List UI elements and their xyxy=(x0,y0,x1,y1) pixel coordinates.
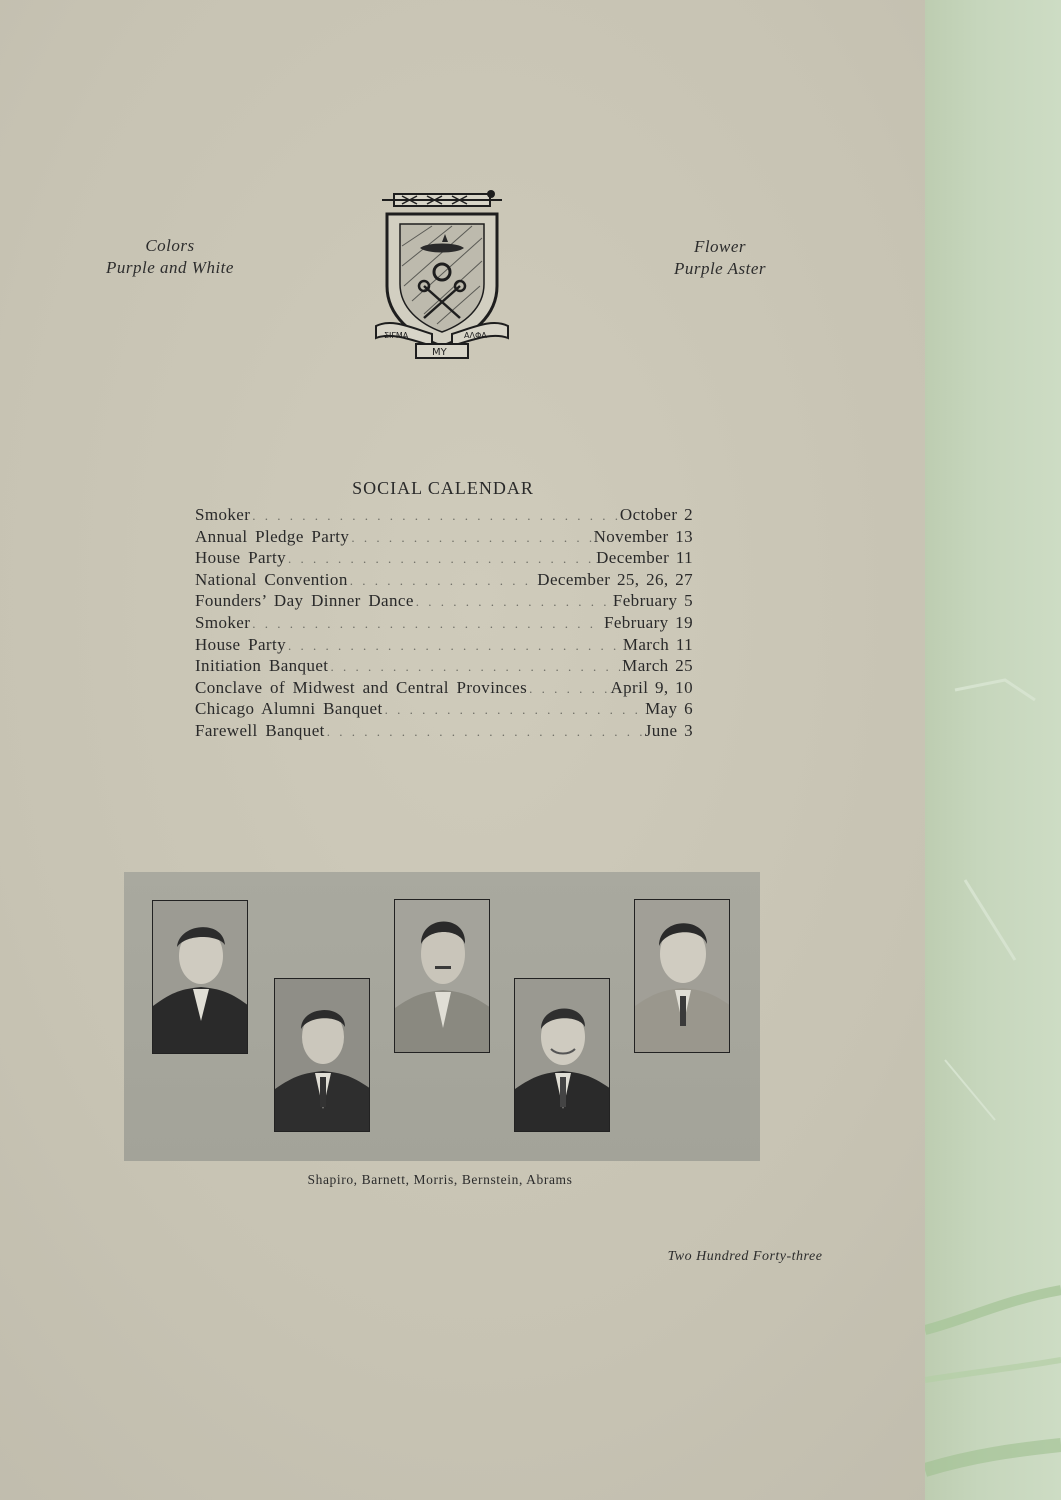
flower-value: Purple Aster xyxy=(673,259,767,278)
flower-block xyxy=(660,236,780,280)
calendar-date: March 25 xyxy=(622,656,693,676)
calendar-event: Annual Pledge Party xyxy=(195,526,350,546)
calendar-date: February 5 xyxy=(612,591,693,611)
dot-leader xyxy=(288,551,594,567)
calendar-date: October 2 xyxy=(619,505,693,524)
dot-leader xyxy=(327,724,643,740)
dot-leader xyxy=(330,659,620,675)
calendar-row xyxy=(195,527,693,549)
flower-heading: Flower xyxy=(693,237,747,256)
dot-leader xyxy=(288,638,621,654)
calendar-row xyxy=(195,591,693,613)
colors-value: Purple and White xyxy=(106,258,234,277)
calendar-row xyxy=(195,721,693,743)
calendar-event: House Party xyxy=(195,634,286,654)
crest-banner-right: ΑΛΦΑ xyxy=(464,331,487,340)
calendar-title: SOCIAL CALENDAR xyxy=(352,478,534,498)
adjacent-page-edge xyxy=(925,0,1061,1500)
calendar-event: Chicago Alumni Banquet xyxy=(195,699,383,719)
calendar-event: Farewell Banquet xyxy=(195,720,325,740)
photo-caption: Shapiro, Barnett, Morris, Bernstein, Abrams xyxy=(307,1172,573,1187)
calendar-date: April 9, 10 xyxy=(610,677,693,697)
portrait-icon xyxy=(634,899,730,1053)
calendar-row xyxy=(195,505,693,527)
calendar-date: December 11 xyxy=(596,548,693,568)
colors-heading: Colors xyxy=(145,236,195,255)
portrait-icon xyxy=(394,899,490,1053)
calendar-date: December 25, 26, 27 xyxy=(537,569,693,589)
calendar-date: February 19 xyxy=(603,612,693,632)
fraternity-crest-icon xyxy=(372,186,512,366)
dot-leader xyxy=(529,681,608,697)
calendar-event: House Party xyxy=(195,548,286,568)
dot-leader xyxy=(416,594,611,610)
dot-leader xyxy=(252,508,618,524)
page-number: Two Hundred Forty-three xyxy=(667,1249,823,1264)
dot-leader xyxy=(252,616,602,632)
calendar-row xyxy=(195,656,693,678)
crest-banner-bottom: ΜΥ xyxy=(432,347,447,358)
calendar-event: Initiation Banquet xyxy=(195,656,329,676)
calendar-row xyxy=(195,613,693,635)
calendar-row xyxy=(195,699,693,721)
portrait-icon xyxy=(514,978,610,1132)
dot-leader xyxy=(351,530,591,546)
calendar-date: November 13 xyxy=(593,526,693,546)
portrait-icon xyxy=(274,978,370,1132)
calendar-date: May 6 xyxy=(645,699,693,719)
dot-leader xyxy=(350,573,536,589)
colors-block xyxy=(90,235,250,279)
calendar-date: March 11 xyxy=(622,634,693,654)
calendar-event: Conclave of Midwest and Central Provinces xyxy=(195,677,528,697)
calendar-event: National Convention xyxy=(195,569,348,589)
calendar-event: Founders’ Day Dinner Dance xyxy=(195,591,414,611)
social-calendar-list xyxy=(195,505,693,743)
calendar-row xyxy=(195,570,693,592)
calendar-row xyxy=(195,635,693,657)
crest-banner-left: ΣΙΓΜΑ xyxy=(384,331,409,340)
calendar-row xyxy=(195,548,693,570)
portrait-icon xyxy=(152,900,248,1054)
calendar-date: June 3 xyxy=(644,720,693,740)
calendar-event: Smoker xyxy=(195,612,251,632)
calendar-row xyxy=(195,678,693,700)
calendar-event: Smoker xyxy=(195,505,251,524)
portrait-panel xyxy=(124,872,760,1161)
dot-leader xyxy=(385,702,643,718)
